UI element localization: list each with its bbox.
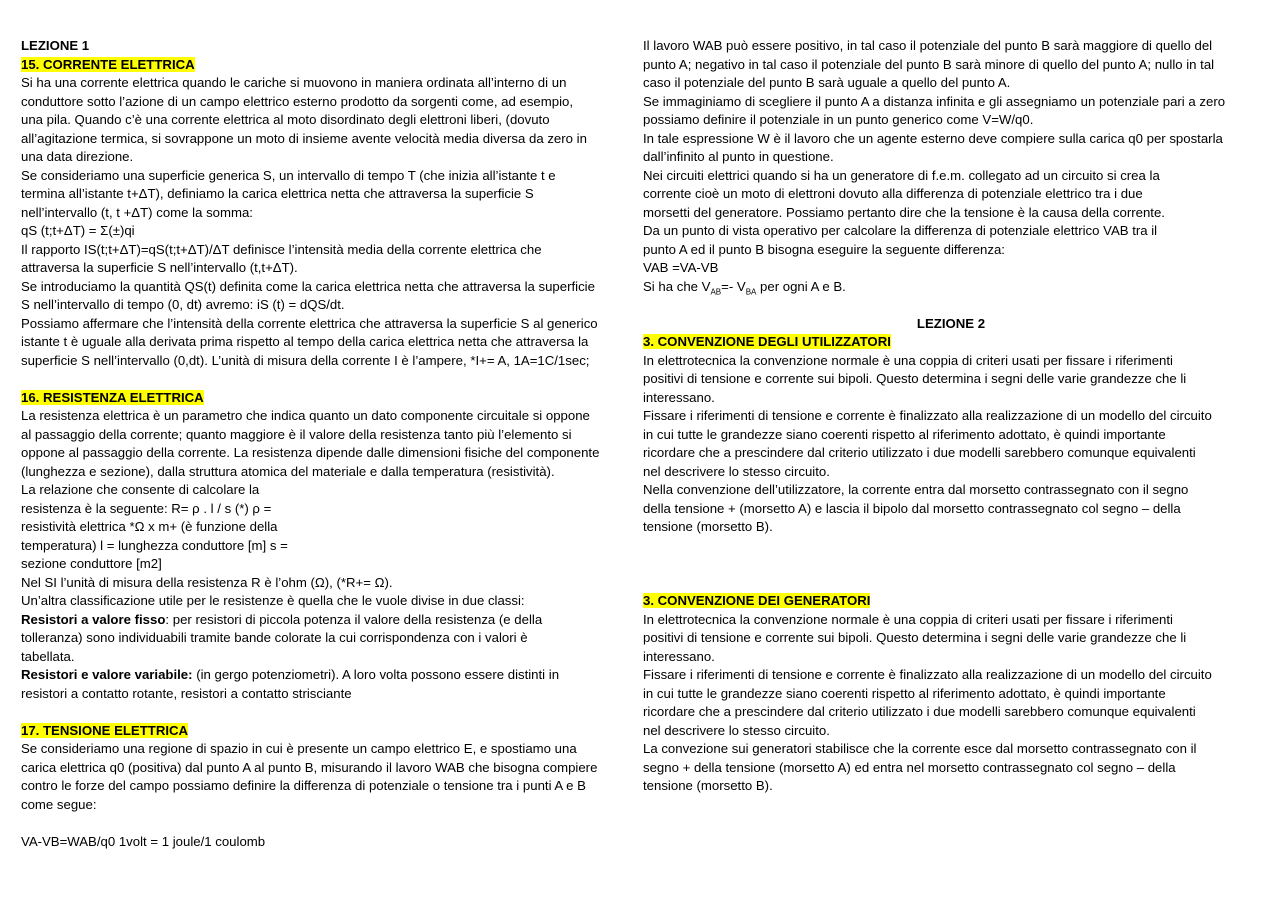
text-line: qS (t;t+ΔT) = Σ(±)qi [21, 223, 135, 238]
text-line: positivi di tensione e corrente sui bipoli. Questo determina i segni delle varie grandezze che li [643, 371, 1187, 386]
text-line: Se consideriamo una regione di spazio in cui è presente un campo elettrico E, e spostiamo una [21, 741, 577, 756]
text-line: tensione (morsetto B). [643, 778, 773, 793]
text-line: nell’intervallo (t, t +ΔT) come la somma: [21, 204, 253, 220]
section-3a [643, 333, 1259, 352]
text-line: nel descrivere lo stesso circuito. [643, 463, 830, 479]
text-line: segno + della tensione (morsetto A) ed entra nel morsetto contrassegnato col segno – della [643, 759, 1176, 775]
text-line: Si ha una corrente elettrica quando le cariche si muovono in maniera ordinata all’interno di un [21, 75, 567, 90]
section-3a-title: 3. CONVENZIONE DEGLI UTILIZZATORI [643, 334, 891, 349]
text-line: Possiamo affermare che l’intensità della corrente elettrica che attraversa la superficie S al generico [21, 315, 598, 331]
section-3b [643, 592, 1259, 611]
text-line: In elettrotecnica la convenzione normale è una coppia di criteri usati per fissare i riferimenti [643, 611, 1173, 627]
left-column [21, 37, 635, 851]
fixed-resistor-text: : per resistori di piccola potenza il valore della resistenza (e della [165, 611, 543, 627]
text-line: Nella convenzione dell’utilizzatore, la corrente entra dal morsetto contrassegnato con il segno [643, 482, 1189, 497]
text-line: ricordare che a prescindere dal criterio utilizzato i due modelli sarebbero comunque equivalenti [643, 445, 1196, 460]
spacer [21, 814, 635, 833]
text-line: dall’infinito al punto in questione. [643, 149, 834, 164]
text-line: Un’altra classificazione utile per le resistenze è quella che le vuole divise in due classi: [21, 593, 525, 608]
text-line: VAB =VA-VB [643, 260, 719, 275]
spacer [643, 537, 1259, 556]
spacer [643, 574, 1259, 593]
lesson-2-heading: LEZIONE 2 [916, 315, 986, 331]
lesson-1-heading: LEZIONE 1 [21, 38, 90, 53]
text-line: Il rapporto IS(t;t+ΔT)=qS(t;t+ΔT)/ΔT definisce l’intensità media della corrente elettrica che [21, 241, 542, 257]
text-line: punto A ed il punto B bisogna eseguire la seguente differenza: [643, 241, 1005, 257]
vab-sub-ba: BA [745, 287, 757, 297]
text-line: in cui tutte le grandezze siano coerenti rispetto al riferimento adottato, è quindi importante [643, 426, 1166, 442]
spacer [21, 370, 635, 389]
text-line: tolleranza) sono individuabili tramite bande colorate la cui corrispondenza con i valori è [21, 630, 528, 645]
text-line: nel descrivere lo stesso circuito. [643, 722, 830, 738]
voltage-formula: VA-VB=WAB/q0 1volt = 1 joule/1 coulomb [21, 833, 266, 849]
text-line: resistori a contatto rotante, resistori a contatto strisciante [21, 685, 352, 701]
vab-sub-ab: AB [710, 287, 722, 297]
text-line: interessano. [643, 648, 715, 664]
text-line: oppone al passaggio della corrente. La resistenza dipende dalle dimensioni fisiche del componente [21, 445, 600, 460]
section-17-continued [643, 37, 1259, 296]
section-16 [21, 389, 635, 408]
section-17-title: 17. TENSIONE ELETTRICA [21, 722, 189, 738]
text-line: S nell’intervallo di tempo (0, dt) avremo: iS (t) = dQS/dt. [21, 297, 345, 312]
section-15 [21, 56, 635, 75]
text-line: della tensione + (morsetto A) e lascia il bipolo dal morsetto contrassegnato col segno – della [643, 500, 1181, 516]
text-line: Fissare i riferimenti di tensione e corrente è finalizzato alla realizzazione di un modello del circuito [643, 408, 1212, 423]
text-line: La convezione sui generatori stabilisce che la corrente esce dal morsetto contrassegnato con il [643, 741, 1197, 756]
text-line: morsetti del generatore. Possiamo pertanto dire che la tensione è la causa della corrente. [643, 204, 1165, 220]
vab-relation [643, 278, 1259, 297]
text-line: corrente cioè un moto di elettroni dovuto alla differenza di potenziale elettrico tra i due [643, 186, 1143, 201]
text-line: Da un punto di vista operativo per calcolare la differenza di potenziale elettrico VAB tra il [643, 223, 1158, 238]
spacer [21, 703, 635, 722]
section-17 [21, 722, 635, 741]
text-line: istante t è uguale alla derivata prima rispetto al tempo della carica elettrica netta che attraversa la [21, 334, 589, 349]
section-15-body [21, 74, 635, 370]
text-line: Se consideriamo una superficie generica S, un intervallo di tempo T (che inizia all’istante t e [21, 167, 556, 183]
text-line: Nei circuiti elettrici quando si ha un generatore di f.e.m. collegato ad un circuito si crea la [643, 167, 1160, 183]
section-3b-body [643, 611, 1259, 796]
spacer [643, 555, 1259, 574]
text-line: al passaggio della corrente; quanto maggiore è il valore della resistenza tanto più l’elemento si [21, 426, 572, 442]
section-3a-body [643, 352, 1259, 537]
text-line: Nel SI l’unità di misura della resistenza R è l’ohm (Ω), (*R+= Ω). [21, 574, 393, 590]
vab-mid: =- V [721, 278, 746, 294]
text-line: in cui tutte le grandezze siano coerenti rispetto al riferimento adottato, è quindi importante [643, 685, 1166, 701]
text-line: contro le forze del campo possiamo definire la differenza di potenziale o tensione tra i punti A e B [21, 778, 586, 793]
text-line: punto A; negativo in tal caso il potenziale del punto B sarà minore di quello del punto A; nullo in tal [643, 56, 1215, 72]
section-16-body [21, 407, 635, 703]
spacer [643, 296, 1259, 315]
variable-resistor-text: (in gergo potenziometri). A loro volta possono essere distinti in [192, 667, 560, 682]
section-3b-title: 3. CONVENZIONE DEI GENERATORI [643, 593, 871, 608]
text-line: Se immaginiamo di scegliere il punto A a distanza infinita e gli assegniamo un potenziale pari a zero [643, 93, 1226, 109]
text-line: In elettrotecnica la convenzione normale è una coppia di criteri usati per fissare i riferimenti [643, 352, 1173, 368]
text-line: resistività elettrica *Ω x m+ (è funzione della [21, 519, 278, 534]
text-line: una pila. Quando c’è una corrente elettrica al moto disordinato degli elettroni liberi, (dovuto [21, 112, 550, 127]
variable-resistor-term: Resistori e valore variabile: [21, 667, 193, 682]
variable-resistor-line [21, 666, 635, 685]
text-line: Se introduciamo la quantità QS(t) definita come la carica elettrica netta che attraversa la superficie [21, 278, 595, 294]
text-line: caso il potenziale del punto B sarà uguale a quello del punto A. [643, 75, 1011, 90]
text-line: La relazione che consente di calcolare la [21, 482, 260, 497]
text-line: termina all’istante t+ΔT), definiamo la carica elettrica netta che attraversa la superficie S [21, 186, 534, 201]
section-15-title: 15. CORRENTE ELETTRICA [21, 56, 195, 72]
text-line: interessano. [643, 389, 715, 405]
text-line: sezione conduttore [m2] [21, 556, 162, 571]
text-line: Il lavoro WAB può essere positivo, in tal caso il potenziale del punto B sarà maggiore di quello del [643, 38, 1213, 53]
vab-pre: Si ha che V [643, 278, 711, 294]
text-line: (lunghezza e sezione), dalla struttura atomica del materiale e dalla temperatura (resistività). [21, 463, 555, 479]
text-line: resistenza è la seguente: R= ρ . l / s (*) ρ = [21, 500, 272, 516]
section-16-title: 16. RESISTENZA ELETTRICA [21, 389, 204, 405]
text-line: superficie S nell’intervallo (0,dt). L’unità di misura della corrente I è l’ampere, *I+= A, 1A=1C/1sec; [21, 352, 590, 368]
fixed-resistor-line [21, 611, 635, 630]
text-line: tabellata. [21, 648, 75, 664]
right-column [643, 37, 1259, 796]
text-line: Fissare i riferimenti di tensione e corrente è finalizzato alla realizzazione di un modello del circuito [643, 667, 1212, 682]
text-line: possiamo definire il potenziale in un punto generico come V=W/q0. [643, 112, 1034, 127]
fixed-resistor-term: Resistori a valore fisso [21, 611, 166, 627]
text-line: La resistenza elettrica è un parametro che indica quanto un dato componente circuitale si oppone [21, 408, 590, 423]
text-line: conduttore sotto l’azione di un campo elettrico esterno prodotto da sorgenti come, ad esempio, [21, 93, 574, 109]
text-line: all’agitazione termica, si sovrappone un moto di insieme avente velocità media diversa da zero in [21, 130, 587, 146]
section-17-body [21, 740, 635, 851]
text-line: positivi di tensione e corrente sui bipoli. Questo determina i segni delle varie grandezze che li [643, 630, 1187, 645]
text-line: ricordare che a prescindere dal criterio utilizzato i due modelli sarebbero comunque equivalenti [643, 704, 1196, 719]
text-line: temperatura) l = lunghezza conduttore [m] s = [21, 537, 288, 553]
text-line: carica elettrica q0 (positiva) dal punto A al punto B, misurando il lavoro WAB che bisogna compiere [21, 759, 598, 775]
text-line: una data direzione. [21, 149, 134, 164]
text-line: tensione (morsetto B). [643, 519, 773, 534]
text-line: attraversa la superficie S nell’intervallo (t,t+ΔT). [21, 260, 298, 275]
vab-post: per ogni A e B. [756, 278, 846, 294]
text-line: come segue: [21, 796, 97, 812]
text-line: In tale espressione W è il lavoro che un agente esterno deve compiere sulla carica q0 per spostarla [643, 130, 1223, 146]
